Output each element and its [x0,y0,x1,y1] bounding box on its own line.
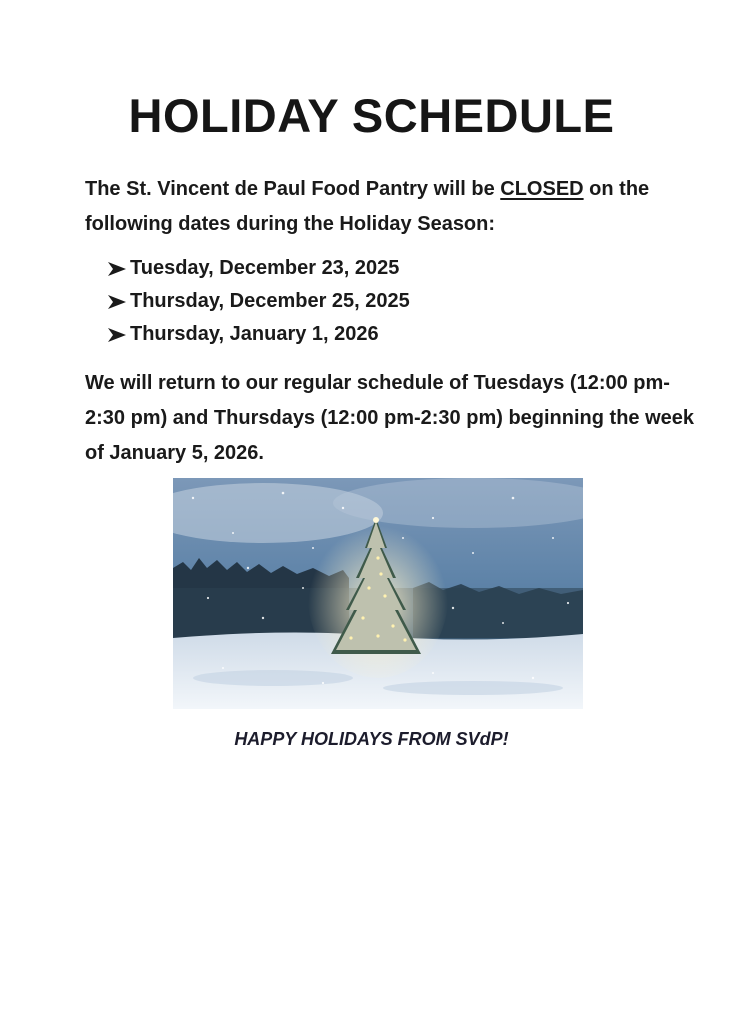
return-schedule-paragraph: We will return to our regular schedule of Tuesdays (12:00 pm-2:30 pm) and Thursdays (12:00 pm-2:30 pm) beginning the week of January 5, 2026. [85,372,695,464]
intro-text-before: The St. Vincent de Paul Food Pantry will be [85,178,501,200]
snowy-christmas-tree-image [173,478,583,709]
intro-text-after: on the following dates during the Holiday Season: [85,178,650,235]
intro-paragraph [85,172,685,242]
closed-emphasis: CLOSED [500,178,584,200]
closing-greeting: HAPPY HOLIDAYS FROM SVdP! [234,729,509,749]
closed-date: Tuesday, December 23, 2025 [130,257,400,279]
closed-date: Thursday, January 1, 2026 [130,323,379,345]
closed-date: Thursday, December 25, 2025 [130,290,410,312]
arrowhead-bullet-icon [106,292,128,312]
page-title: HOLIDAY SCHEDULE [128,89,615,142]
list-item [106,285,410,318]
arrowhead-bullet-icon [106,325,128,345]
list-item [106,318,410,351]
arrowhead-bullet-icon [106,259,128,279]
list-item [106,252,410,285]
closed-dates-list [106,252,410,351]
